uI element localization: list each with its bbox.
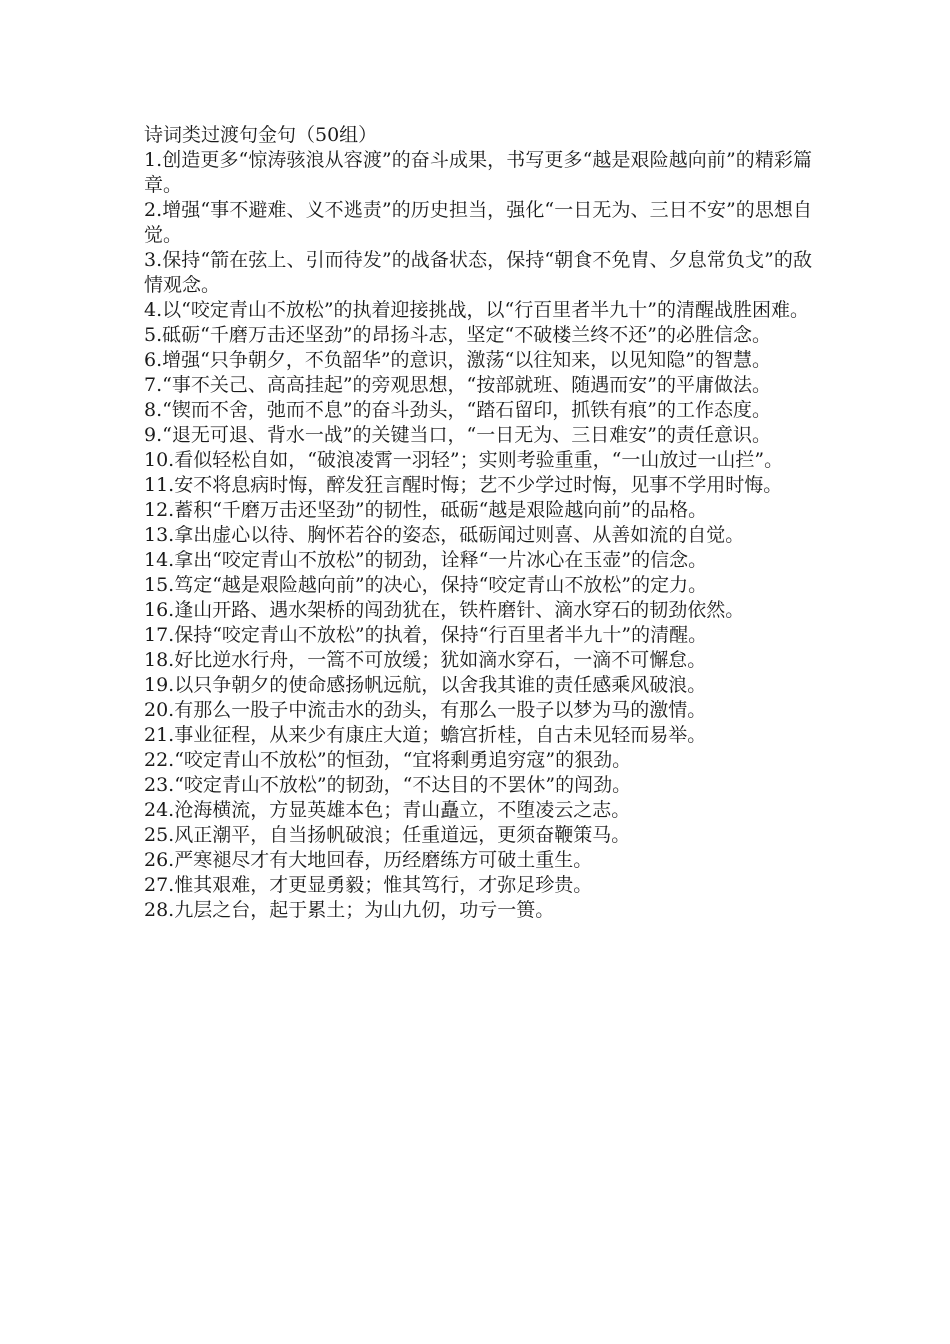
quote-item: 4.以“咬定青山不放松”的执着迎接挑战，以“行百里者半九十”的清醒战胜困难。 (144, 299, 809, 321)
quote-item: 16.逢山开路、遇水架桥的闯劲犹在，铁杵磨针、滴水穿石的韧劲依然。 (144, 599, 745, 621)
quote-item: 19.以只争朝夕的使命感扬帆远航，以舍我其谁的责任感乘风破浪。 (144, 674, 707, 696)
quote-item: 14.拿出“咬定青山不放松”的韧劲，诠释“一片冰心在玉壶”的信念。 (144, 549, 708, 571)
quote-item: 8.“锲而不舍，弛而不息”的奋斗劲头，“踏石留印，抓铁有痕”的工作态度。 (144, 399, 771, 421)
document-title: 诗词类过渡句金句（50组） (144, 124, 378, 146)
document-body (144, 123, 812, 923)
quote-item: 17.保持“咬定青山不放松”的执着，保持“行百里者半九十”的清醒。 (144, 624, 708, 646)
quote-item: 7.“事不关己、高高挂起”的旁观思想，“按部就班、随遇而安”的平庸做法。 (144, 374, 771, 396)
quote-item: 27.惟其艰难，才更显勇毅；惟其笃行，才弥足珍贵。 (144, 874, 593, 896)
quote-item: 20.有那么一股子中流击水的劲头，有那么一股子以梦为马的激情。 (144, 699, 707, 721)
quote-item: 25.风正潮平，自当扬帆破浪；任重道远，更须奋鞭策马。 (144, 824, 631, 846)
quote-item: 18.好比逆水行舟，一篙不可放缓；犹如滴水穿石，一滴不可懈怠。 (144, 649, 707, 671)
quote-item: 1.创造更多“惊涛骇浪从容渡”的奋斗成果，书写更多“越是艰险越向前”的精彩篇章。 (144, 149, 812, 196)
quote-item: 5.砥砺“千磨万击还坚劲”的昂扬斗志，坚定“不破楼兰终不还”的必胜信念。 (144, 324, 771, 346)
quote-item: 23.“咬定青山不放松”的韧劲，“不达目的不罢休”的闯劲。 (144, 774, 632, 796)
quote-item: 2.增强“事不避难、义不逃责”的历史担当，强化“一日无为、三日不安”的思想自觉。 (144, 199, 812, 246)
quote-item: 6.增强“只争朝夕，不负韶华”的意识，激荡“以往知来，以见知隐”的智慧。 (144, 349, 771, 371)
quote-item: 28.九层之台，起于累土；为山九仞，功亏一篑。 (144, 899, 555, 921)
quote-item: 10.看似轻松自如，“破浪凌霄一羽轻”；实则考验重重，“一山放过一山拦”。 (144, 449, 784, 471)
quote-item: 26.严寒褪尽才有大地回春，历经磨练方可破土重生。 (144, 849, 593, 871)
quote-item: 11.安不将息病时悔，醉发狂言醒时悔；艺不少学过时悔，见事不学用时悔。 (144, 474, 783, 496)
quote-item: 22.“咬定青山不放松”的恒劲，“宜将剩勇追穷寇”的狠劲。 (144, 749, 632, 771)
quote-item: 15.笃定“越是艰险越向前”的决心，保持“咬定青山不放松”的定力。 (144, 574, 708, 596)
quote-item: 12.蓄积“千磨万击还坚劲”的韧性，砥砺“越是艰险越向前”的品格。 (144, 499, 708, 521)
quote-item: 9.“退无可退、背水一战”的关键当口，“一日无为、三日难安”的责任意识。 (144, 424, 771, 446)
quote-list (144, 148, 812, 923)
quote-item: 24.沧海横流，方显英雄本色；青山矗立，不堕凌云之志。 (144, 799, 631, 821)
quote-item: 3.保持“箭在弦上、引而待发”的战备状态，保持“朝食不免胄、夕息常负戈”的敌情观念。 (144, 249, 812, 296)
quote-item: 13.拿出虚心以待、胸怀若谷的姿态，砥砺闻过则喜、从善如流的自觉。 (144, 524, 745, 546)
quote-item: 21.事业征程，从来少有康庄大道；蟾宫折桂，自古未见轻而易举。 (144, 724, 707, 746)
